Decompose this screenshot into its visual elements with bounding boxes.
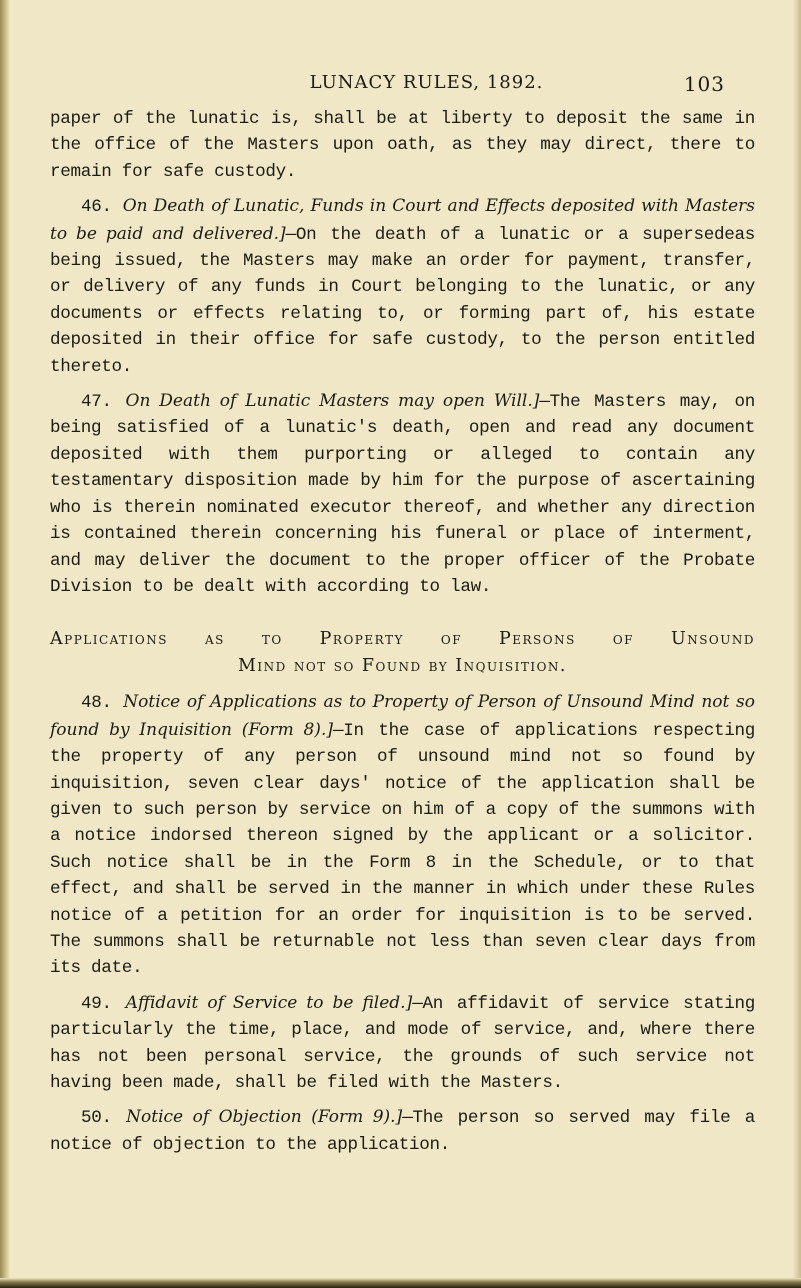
page-content — [50, 72, 755, 1158]
section-heading — [50, 626, 755, 679]
rule-number: 48. — [81, 693, 112, 714]
running-head-title: LUNACY RULES, 1892. — [309, 72, 544, 93]
rule-47 — [50, 388, 755, 600]
page-number: 103 — [683, 72, 725, 96]
rule-sidenote: Notice of Applications as to Property of Person of Unsound Mind not so found by Inquisition (Form 8).] — [50, 692, 755, 740]
page-bottom-edge — [0, 1278, 801, 1288]
rule-sidenote: On Death of Lunatic Masters may open Will.] — [125, 391, 540, 412]
rule-number: 50. — [81, 1108, 112, 1129]
section-heading-line-1: Applications as to Property of Persons of Unsound — [50, 629, 755, 650]
rule-sidenote: Affidavit of Service to be filed.] — [125, 992, 413, 1013]
page-edge-right — [793, 0, 801, 1288]
rule-49 — [50, 990, 755, 1097]
rule-text: —In the case of applications respecting the property of any person of unsound mind not so found by inquisition, seven clear days' notice of the application shall be given to such person by service on him of a copy of the summons with a notice indorsed thereon signed by the applicant or a solicitor. Such notice shall be in the Form 8 in the Schedule, or to that effect, and shall be served in the manner in which under these Rules notice of a petition for an order for inquisition is to be served. The summons shall be returnable not less than seven clear days from its date. — [50, 720, 755, 979]
page-edge-left — [0, 0, 10, 1288]
rule-sidenote: On Death of Lunatic, Funds in Court and Effects deposited with Masters to be paid and delivered.] — [50, 196, 756, 244]
rule-text: —An affidavit of service stating particularly the time, place, and mode of service, and, where there has not been personal service, the grounds of such service not having been made, shall be filed with the Masters. — [50, 993, 755, 1093]
rule-number: 46. — [81, 197, 112, 218]
rule-number: 47. — [81, 392, 112, 413]
rule-number: 49. — [81, 993, 112, 1014]
rule-sidenote: Notice of Objection (Form 9).] — [126, 1107, 403, 1128]
running-head — [50, 72, 755, 106]
paragraph-continuation — [50, 106, 755, 185]
rule-text: —The Masters may, on being satisfied of a lunatic's death, open and read any document deposited with them purporting or alleged to contain any testamentary disposition made by him for the purpose of ascertaining who is therein nominated executor thereof, and whether any direction is contained therein concerning his funeral or place of interment, and may deliver the document to the proper officer of the Probate Division to be dealt with according to law. — [50, 392, 755, 597]
section-heading-line-2: Mind not so Found by Inquisition. — [238, 655, 567, 676]
rule-50 — [50, 1104, 755, 1158]
rule-46 — [50, 193, 755, 380]
rule-text: —On the death of a lunatic or a supersedeas being issued, the Masters may make an order for payment, transfer, or delivery of any funds in Court belonging to the lunatic, or any documents or effects relating to, or forming part of, his estate deposited in their office for safe custody, to the person entitled thereto. — [50, 224, 756, 377]
rule-48 — [50, 689, 755, 981]
rule-text: —The person so served may file a notice of objection to the application. — [50, 1108, 755, 1155]
paragraph-text: paper of the lunatic is, shall be at liberty to deposit the same in the office of the Masters upon oath, as they may direct, there to remain for safe custody. — [50, 109, 755, 182]
